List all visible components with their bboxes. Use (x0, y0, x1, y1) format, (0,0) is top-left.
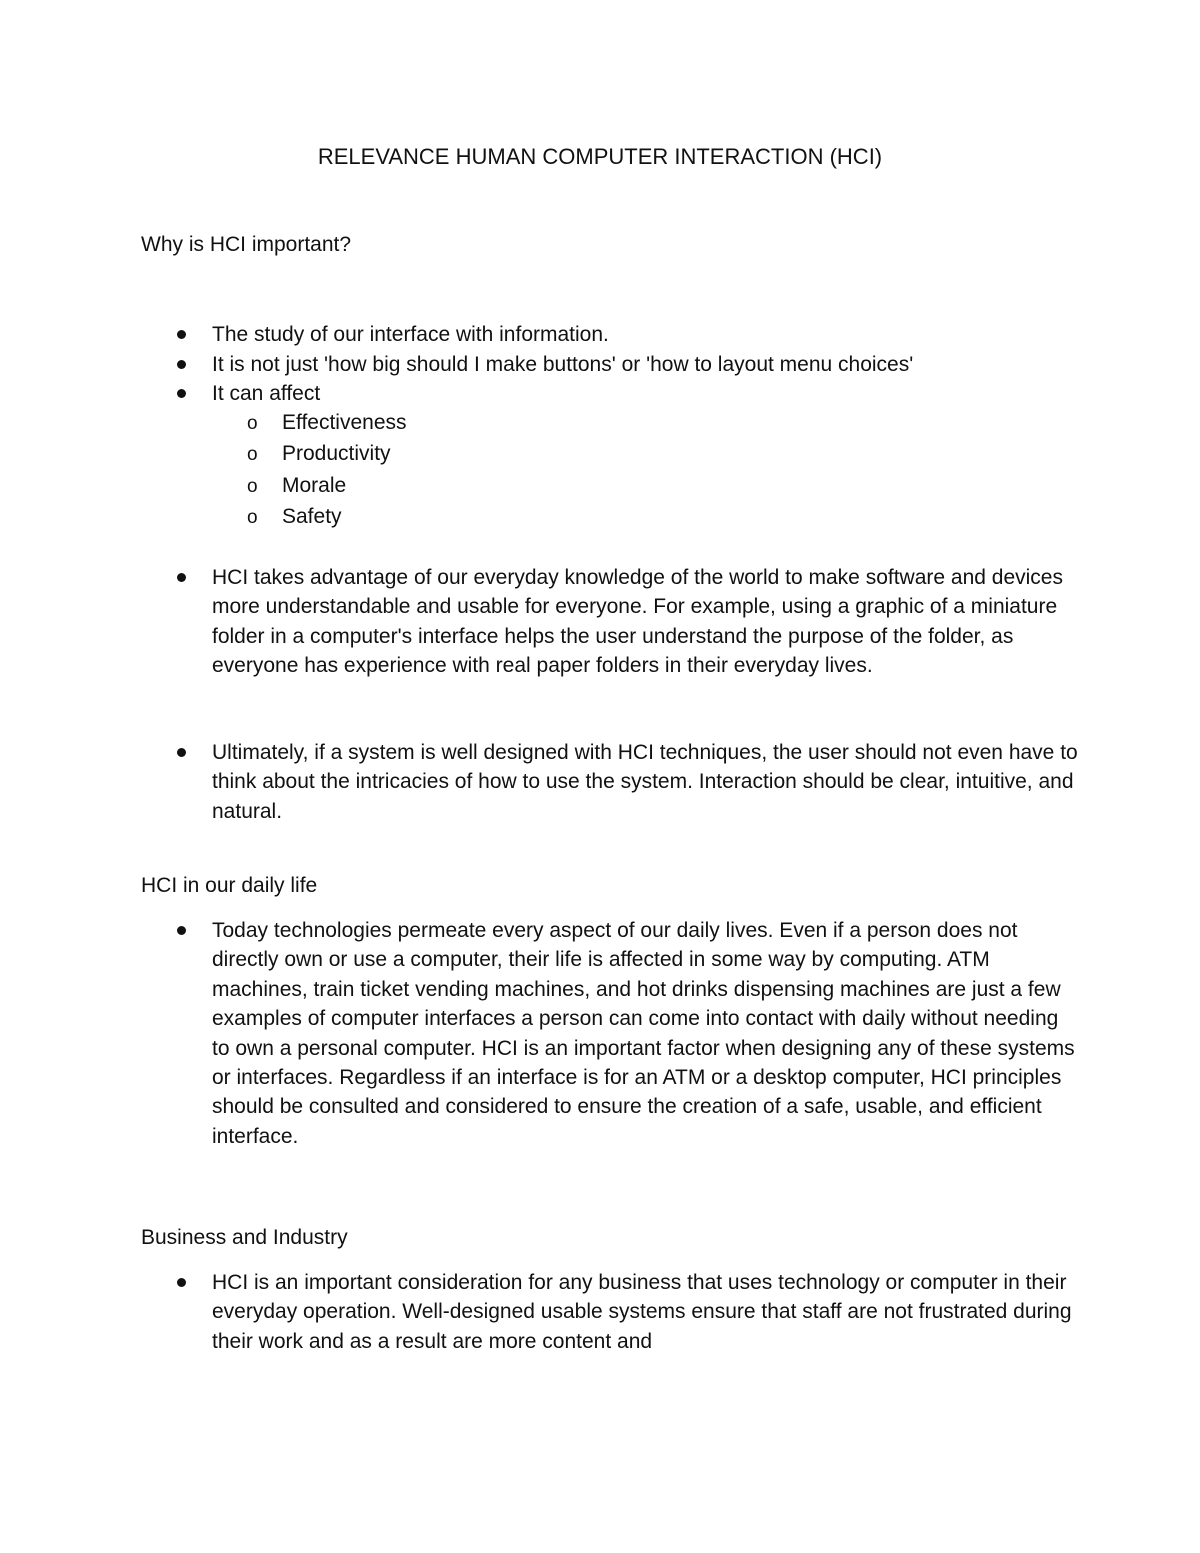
list-item-text: HCI takes advantage of our everyday knowledge of the world to make software and devices more understandable and usable for everyone. For example, using a graphic of a miniature folder in a computer's interface helps the user understand the purpose of the folder, as everyone has experience with real paper folders in their everyday lives. (212, 566, 1063, 678)
list-item (141, 379, 1081, 408)
list-item-text: Today technologies permeate every aspect of our daily lives. Even if a person does not directly own or use a computer, their life is affected in some way by computing. ATM machines, train ticket vending machines, and hot drinks dispensing machines are just a few examples of computer interfaces a person can come into contact with daily without needing to own a personal computer. HCI is an important factor when designing any of these systems or interfaces. Regardless if an interface is for an ATM or a desktop computer, HCI principles should be consulted and considered to ensure the creation of a safe, usable, and efficient interface. (212, 919, 1075, 1148)
sub-list-item-text: Safety (282, 505, 342, 528)
sub-list-item (247, 503, 342, 532)
sub-list-item (247, 440, 391, 469)
bullet-icon (177, 330, 186, 339)
bullet-icon (177, 360, 186, 369)
bullet-icon (177, 1278, 186, 1287)
sub-list-item-text: Effectiveness (282, 411, 407, 434)
list-item-text: HCI is an important consideration for any business that uses technology or computer in their everyday operation. Well-designed usable systems ensure that staff are not frustrated during their work and as a result are more content and (212, 1271, 1072, 1353)
sub-list-item-text: Productivity (282, 442, 391, 465)
circle-bullet-icon: o (247, 476, 258, 497)
list-item-text: Ultimately, if a system is well designed with HCI techniques, the user should not even have to think about the intricacies of how to use the system. Interaction should be clear, intuitive, and natural. (212, 741, 1078, 823)
bullet-icon (177, 926, 186, 935)
list-item (141, 916, 1081, 1151)
list-item (141, 1268, 1081, 1356)
circle-bullet-icon: o (247, 444, 258, 465)
section-heading-daily: HCI in our daily life (141, 874, 318, 897)
sub-list-item-text: Morale (282, 474, 347, 497)
section-heading-why: Why is HCI important? (141, 233, 352, 256)
sub-list-item (247, 409, 407, 438)
bullet-icon (177, 573, 186, 582)
list-item-text: It can affect (212, 382, 321, 405)
list-item (141, 350, 1081, 379)
list-item (141, 320, 1081, 349)
list-item (141, 563, 1081, 681)
bullet-icon (177, 389, 186, 398)
list-item-text: It is not just 'how big should I make buttons' or 'how to layout menu choices' (212, 353, 914, 376)
circle-bullet-icon: o (247, 507, 258, 528)
circle-bullet-icon: o (247, 413, 258, 434)
section-heading-business: Business and Industry (141, 1226, 348, 1249)
document-title: RELEVANCE HUMAN COMPUTER INTERACTION (HCI) (317, 144, 883, 169)
bullet-icon (177, 748, 186, 757)
list-item-text: The study of our interface with information. (212, 323, 609, 346)
sub-list-item (247, 472, 346, 501)
list-item (141, 738, 1081, 826)
